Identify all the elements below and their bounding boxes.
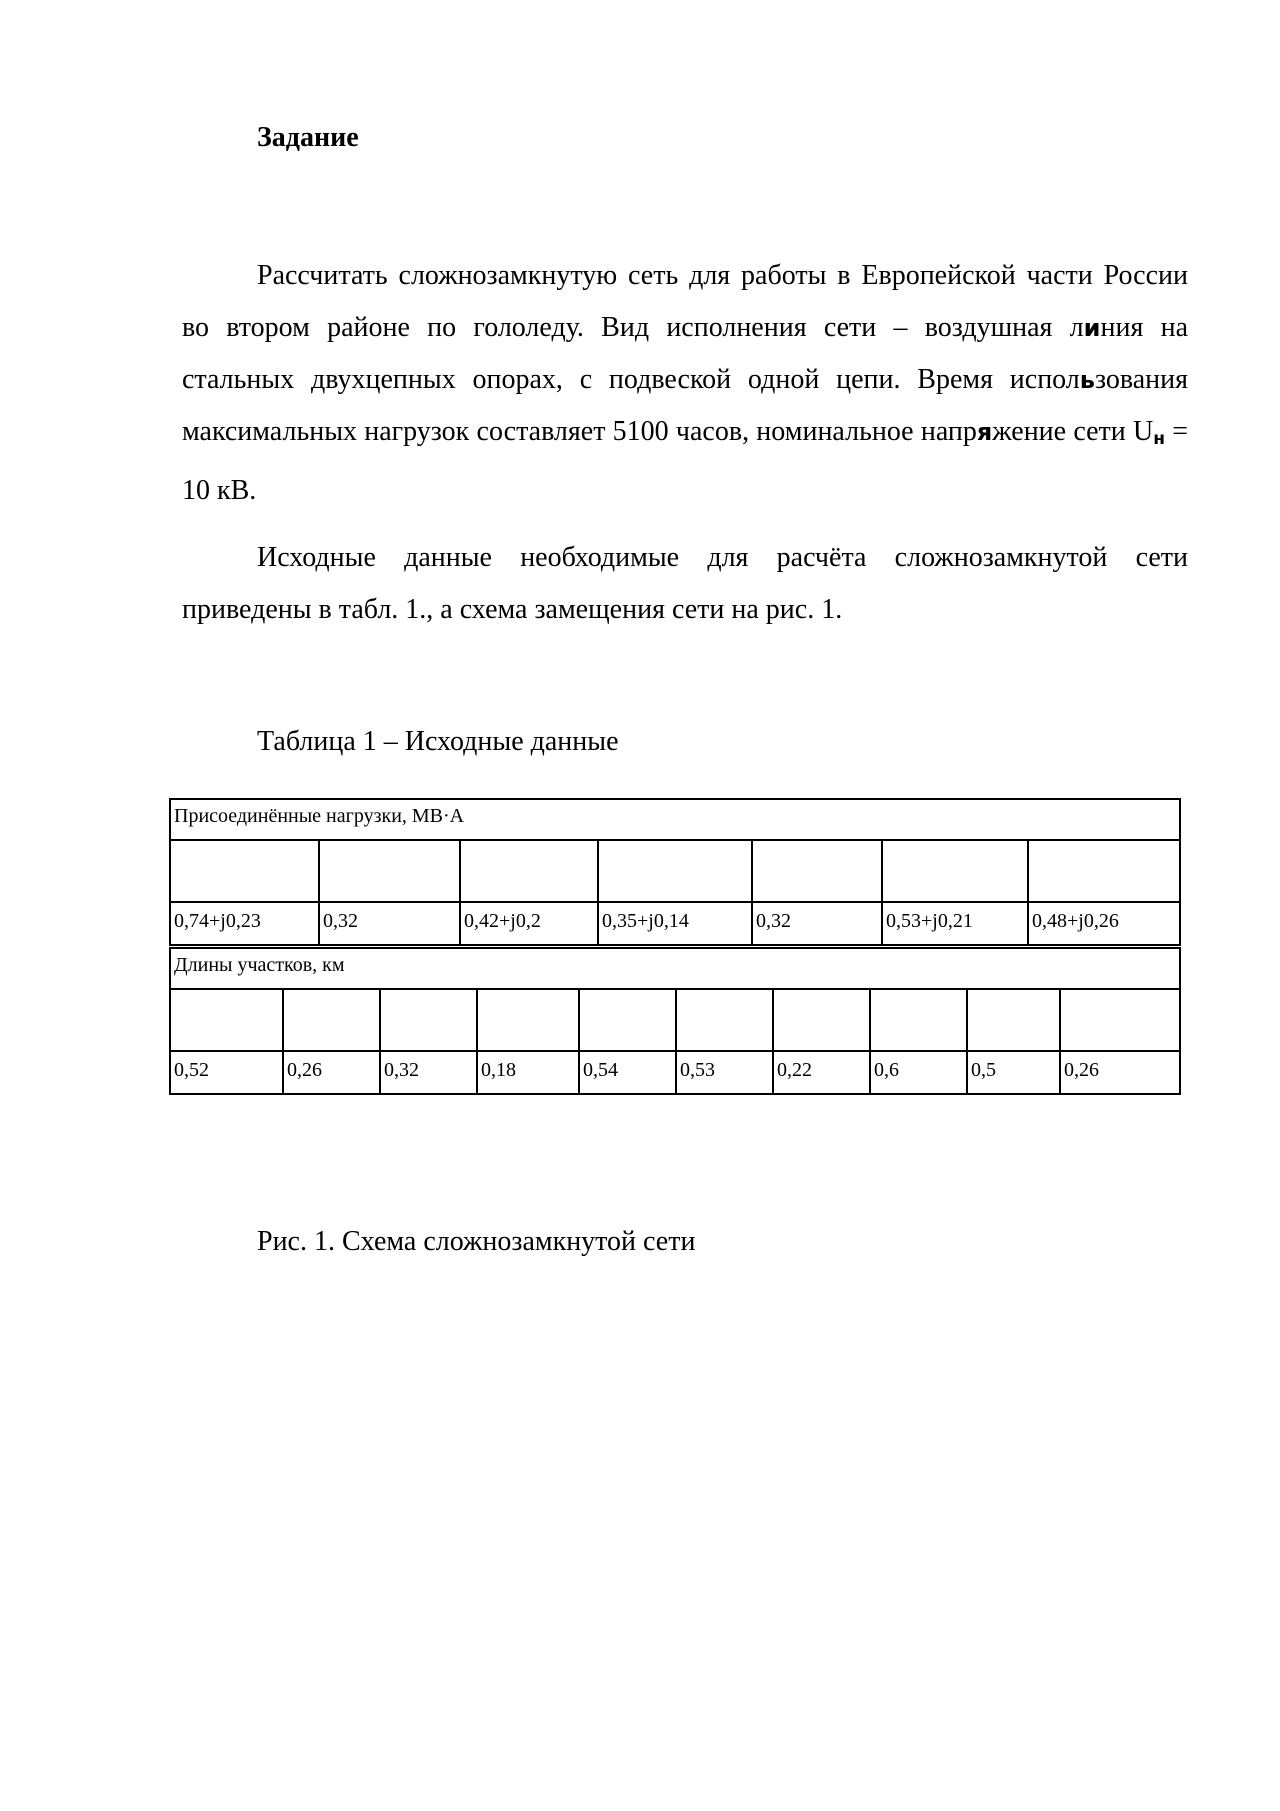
load-value-cell: 0,48+j0,26	[1028, 902, 1180, 945]
loads-table-header-row	[170, 840, 1180, 902]
lengths-header-cell	[380, 989, 477, 1051]
lengths-table-title: Длины участков, км	[170, 948, 1180, 989]
lengths-table-value-row	[170, 1051, 1180, 1094]
load-value-cell: 0,35+j0,14	[598, 902, 752, 945]
task-paragraph	[182, 250, 1188, 517]
lengths-header-cell	[170, 989, 283, 1051]
task-text-part-3: зования максимальных нагрузок составляет 5100 часов, номинальное напр	[182, 364, 1188, 447]
lengths-header-cell	[773, 989, 870, 1051]
lengths-table	[169, 947, 1181, 1095]
lengths-header-cell	[967, 989, 1060, 1051]
length-value-cell: 0,5	[967, 1051, 1060, 1094]
length-value-cell: 0,22	[773, 1051, 870, 1094]
voltage-subscript: н	[1153, 429, 1165, 449]
length-value-cell: 0,18	[477, 1051, 579, 1094]
lengths-header-cell	[579, 989, 676, 1051]
loads-header-cell	[752, 840, 882, 902]
lengths-table-header-row	[170, 989, 1180, 1051]
task-text-part-5: = 10 кВ.	[182, 416, 1188, 506]
length-value-cell: 0,32	[380, 1051, 477, 1094]
load-value-cell: 0,32	[319, 902, 460, 945]
length-value-cell: 0,6	[870, 1051, 967, 1094]
figure-caption: Рис. 1. Схема сложнозамкнутой сети	[257, 1226, 696, 1257]
task-text-part-2: ния на стальных двухцепных опорах, с подвеской одной цепи. Время испол	[182, 312, 1188, 395]
length-value-cell: 0,26	[1060, 1051, 1180, 1094]
task-text-glyph-1: и	[1083, 314, 1101, 342]
task-text-glyph-3: я	[976, 418, 993, 446]
lengths-header-cell	[283, 989, 380, 1051]
length-value-cell: 0,54	[579, 1051, 676, 1094]
section-heading: Задание	[257, 122, 359, 153]
lengths-header-cell	[870, 989, 967, 1051]
loads-header-cell	[598, 840, 752, 902]
table-caption: Таблица 1 – Исходные данные	[257, 726, 619, 757]
loads-header-cell	[460, 840, 598, 902]
task-text-part-1: Рассчитать сложнозамкнутую сеть для работы в Европейской части России во втором районе по гололеду. Вид исполнения сети – воздушная л	[182, 260, 1188, 343]
loads-header-cell	[319, 840, 460, 902]
loads-header-cell	[170, 840, 319, 902]
source-data-paragraph: Исходные данные необходимые для расчёта сложнозамкнутой сети приведены в табл. 1., а схема замещения сети на рис. 1.	[182, 542, 1188, 625]
load-value-cell: 0,42+j0,2	[460, 902, 598, 945]
lengths-header-cell	[477, 989, 579, 1051]
load-value-cell: 0,74+j0,23	[170, 902, 319, 945]
length-value-cell: 0,52	[170, 1051, 283, 1094]
loads-table-value-row	[170, 902, 1180, 945]
loads-header-cell	[1028, 840, 1180, 902]
length-value-cell: 0,53	[676, 1051, 773, 1094]
lengths-header-cell	[676, 989, 773, 1051]
load-value-cell: 0,32	[752, 902, 882, 945]
loads-header-cell	[882, 840, 1028, 902]
task-text-part-4: жение сети U	[992, 416, 1154, 447]
load-value-cell: 0,53+j0,21	[882, 902, 1028, 945]
loads-table-title: Присоединённые нагрузки, МВ·А	[170, 799, 1180, 840]
loads-table	[169, 798, 1181, 946]
length-value-cell: 0,26	[283, 1051, 380, 1094]
lengths-header-cell	[1060, 989, 1180, 1051]
task-text-glyph-2: ь	[1079, 366, 1095, 394]
